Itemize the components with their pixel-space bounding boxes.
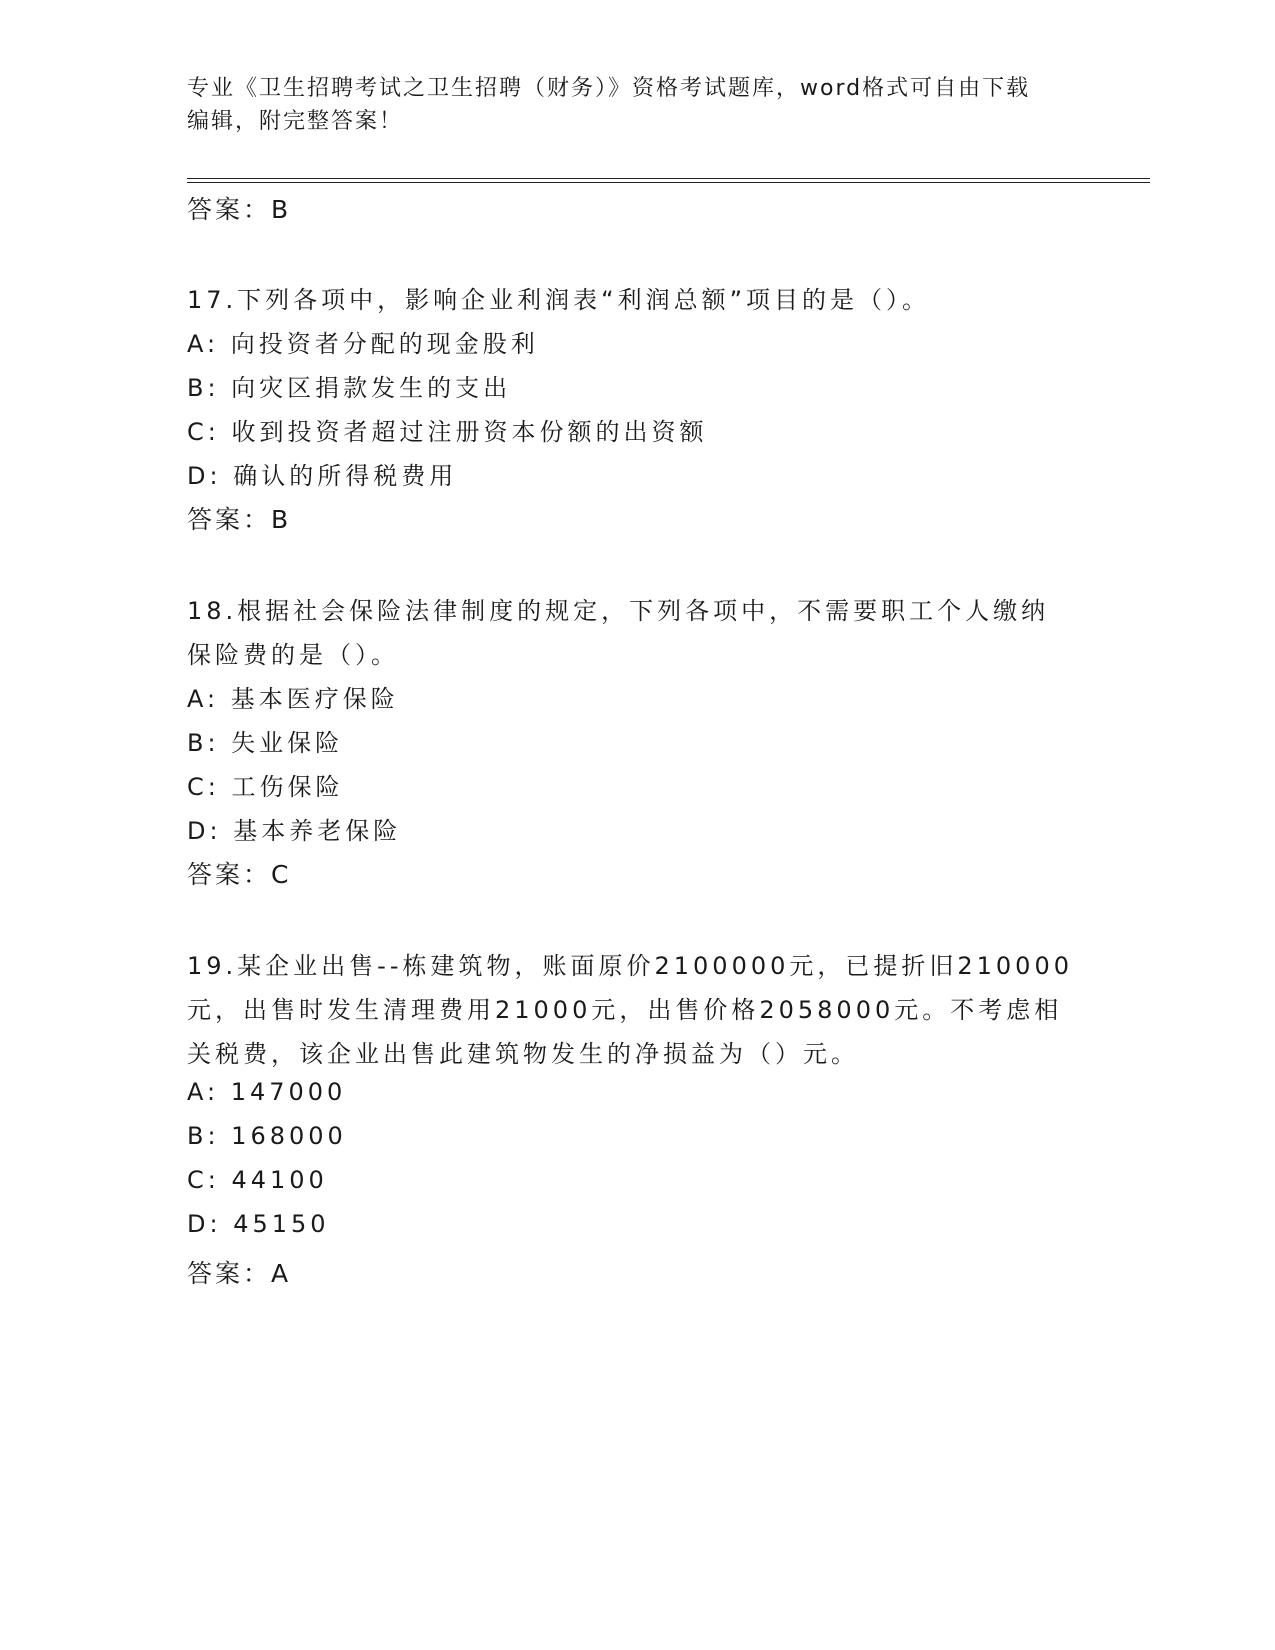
question-17-option-b: B: 向灾区捐款发生的支出	[187, 374, 512, 402]
question-19-answer: 答案：A	[187, 1259, 292, 1288]
header-divider-top	[187, 178, 1150, 179]
question-17-option-a: A: 向投资者分配的现金股利	[187, 330, 539, 358]
question-18-stem-line-2: 保险费的是（）。	[187, 641, 399, 669]
question-18-option-c: C: 工伤保险	[187, 773, 344, 801]
question-19-stem-line-2: 元，出售时发生清理费用21000元，出售价格2058000元。不考虑相	[187, 996, 1063, 1024]
header-divider-bottom	[187, 182, 1150, 183]
question-19-option-c: C: 44100	[187, 1166, 328, 1194]
question-18-option-b: B: 失业保险	[187, 729, 344, 757]
question-19-stem-line-1: 19.某企业出售--栋建筑物，账面原价2100000元，已提折旧210000	[187, 952, 1073, 980]
previous-answer: 答案：B	[187, 195, 292, 224]
question-19-stem-line-3: 关税费，该企业出售此建筑物发生的净损益为（）元。	[187, 1040, 859, 1068]
question-17-stem: 17.下列各项中，影响企业利润表“利润总额”项目的是（）。	[187, 286, 931, 314]
question-19-option-d: D: 45150	[187, 1210, 330, 1238]
question-19-option-b: B: 168000	[187, 1122, 347, 1150]
header-line-1: 专业《卫生招聘考试之卫生招聘（财务）》资格考试题库，word格式可自由下载	[187, 76, 1031, 101]
question-18-stem-line-1: 18.根据社会保险法律制度的规定，下列各项中，不需要职工个人缴纳	[187, 597, 1050, 625]
question-17-option-d: D: 确认的所得税费用	[187, 462, 458, 490]
header-line-2: 编辑，附完整答案！	[187, 109, 404, 134]
question-18-option-a: A: 基本医疗保险	[187, 685, 399, 713]
question-17-answer: 答案：B	[187, 505, 292, 534]
question-18-answer: 答案：C	[187, 860, 292, 889]
question-17-option-c: C: 收到投资者超过注册资本份额的出资额	[187, 418, 708, 446]
document-header	[187, 72, 1087, 138]
question-18-option-d: D: 基本养老保险	[187, 817, 402, 845]
question-19-option-a: A: 147000	[187, 1078, 347, 1106]
